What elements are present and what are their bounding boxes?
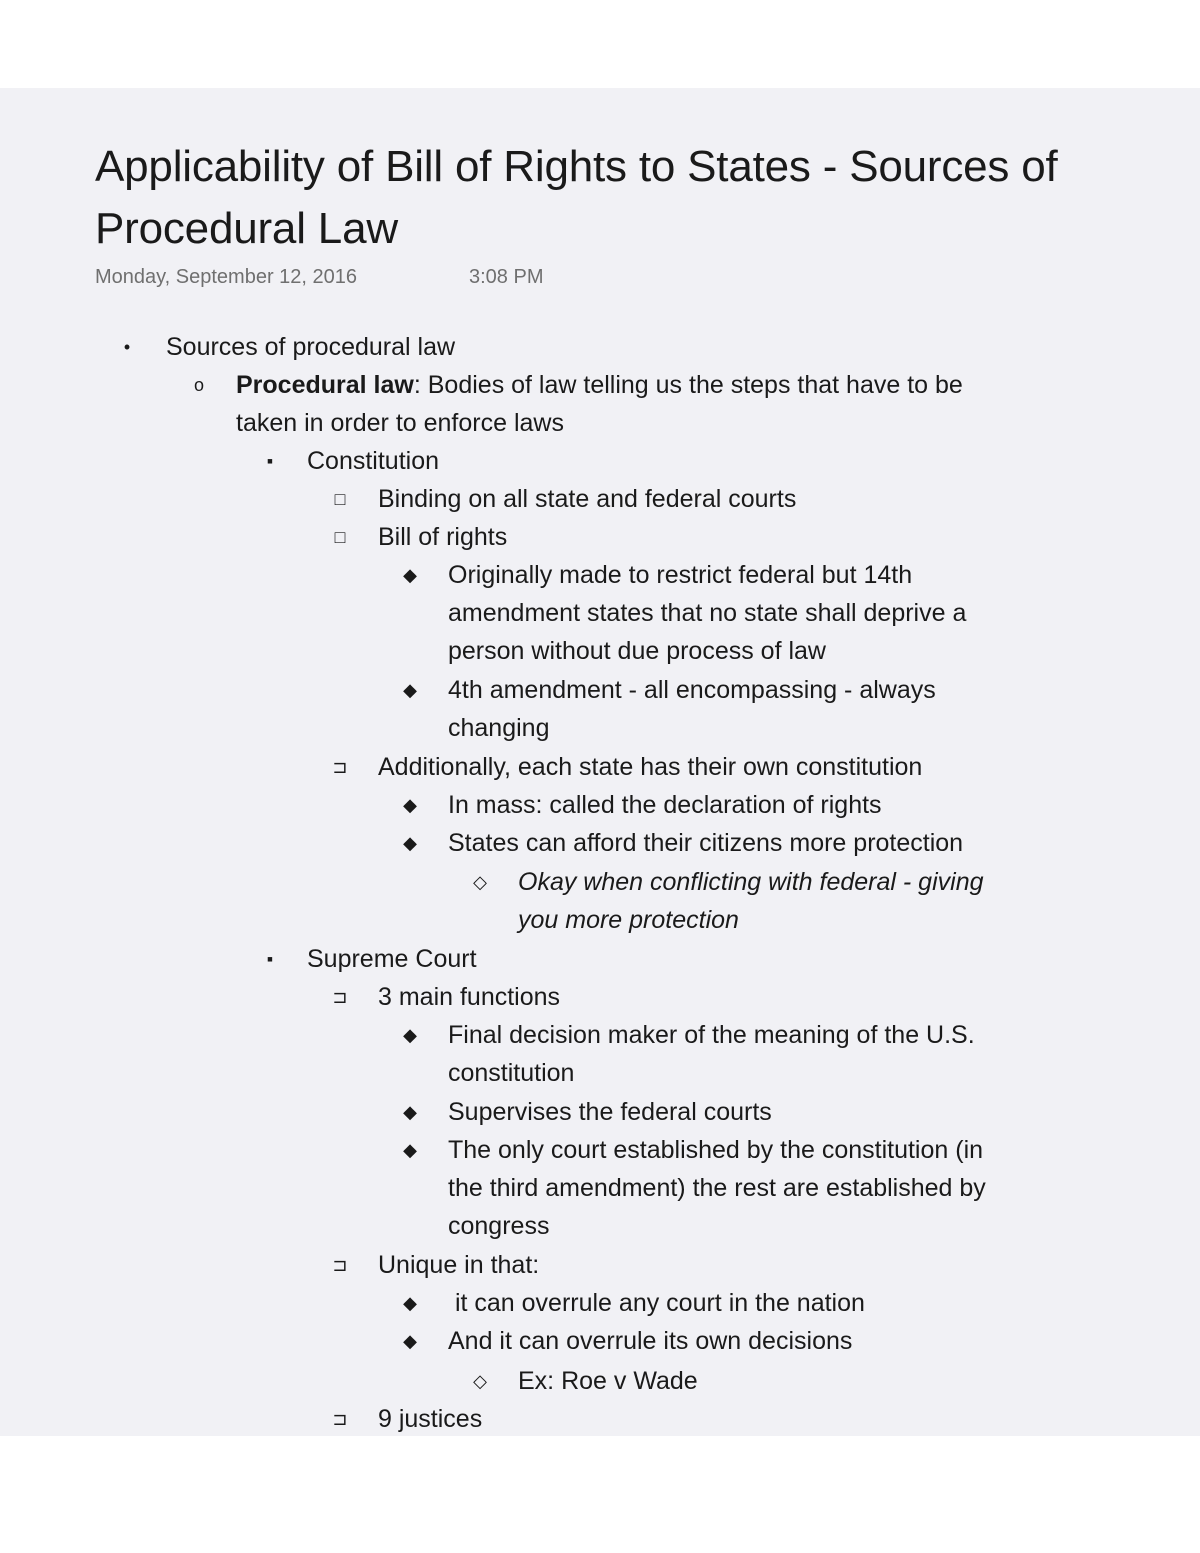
bullet-square: ▪ [266, 451, 274, 471]
list-item: Constitution [307, 447, 440, 475]
list-item: Bill of rights [378, 523, 508, 551]
bullet-diamond: ◆ [403, 1293, 417, 1313]
note-date: Monday, September 12, 2016 [95, 266, 358, 288]
list-item: Binding on all state and federal courts [378, 485, 797, 513]
bullet-bracket: ⊐ [332, 1409, 348, 1429]
bullet-open-diamond: ◇ [473, 872, 487, 892]
bullet-circle: o [193, 375, 204, 395]
list-item: Sources of procedural law [166, 333, 456, 361]
list-item: Unique in that: [378, 1251, 540, 1279]
list-item: 4th amendment - all encompassing - always changing [448, 676, 936, 742]
note-time: 3:08 PM [469, 266, 544, 288]
bullet-diamond: ◆ [403, 833, 417, 853]
note-page [0, 88, 1200, 1436]
list-item: 9 justices [378, 1405, 483, 1433]
bullet-diamond: ◆ [403, 1140, 417, 1160]
bullet-diamond: ◆ [403, 1331, 417, 1351]
bullet-bracket: ⊐ [332, 1255, 348, 1275]
bullet-box: □ [334, 527, 346, 547]
bullet-diamond: ◆ [403, 795, 417, 815]
title-line-2: Procedural Law [95, 204, 398, 253]
date-time-line [95, 266, 544, 289]
bullet-bracket: ⊐ [332, 757, 348, 777]
list-item: States can afford their citizens more protection [448, 829, 964, 857]
list-item: Supervises the federal courts [448, 1098, 772, 1126]
bullet-square: ▪ [266, 949, 274, 969]
list-item: Okay when conflicting with federal - giving you more protection [518, 868, 984, 934]
list-item: And it can overrule its own decisions [448, 1327, 853, 1355]
list-item: Procedural law: Bodies of law telling us the steps that have to be taken in order to enforce laws [236, 371, 963, 437]
list-item: In mass: called the declaration of rights [448, 791, 882, 819]
bullet-diamond: ◆ [403, 1025, 417, 1045]
bullet-box: □ [334, 489, 346, 509]
bullet-diamond: ◆ [403, 1102, 417, 1122]
list-item: Ex: Roe v Wade [518, 1367, 698, 1395]
bullet-open-diamond: ◇ [473, 1371, 487, 1391]
bullet-diamond: ◆ [403, 565, 417, 585]
list-item: Supreme Court [307, 945, 477, 973]
list-item: 3 main functions [378, 983, 561, 1011]
term-procedural-law: Procedural law [236, 371, 414, 399]
list-item: Originally made to restrict federal but 14th amendment states that no state shall deprive a person without due process of law [448, 561, 967, 665]
bullet-bracket: ⊐ [332, 987, 348, 1007]
bullet-dot: • [123, 337, 131, 357]
list-item: it can overrule any court in the nation [448, 1289, 865, 1317]
title-line-1: Applicability of Bill of Rights to States - Sources of [95, 142, 1058, 191]
list-item: Additionally, each state has their own constitution [378, 753, 923, 781]
page-title [95, 136, 1155, 260]
list-item: The only court established by the constitution (in the third amendment) the rest are established by congress [448, 1136, 986, 1240]
list-item: Final decision maker of the meaning of the U.S. constitution [448, 1021, 975, 1087]
bullet-diamond: ◆ [403, 680, 417, 700]
